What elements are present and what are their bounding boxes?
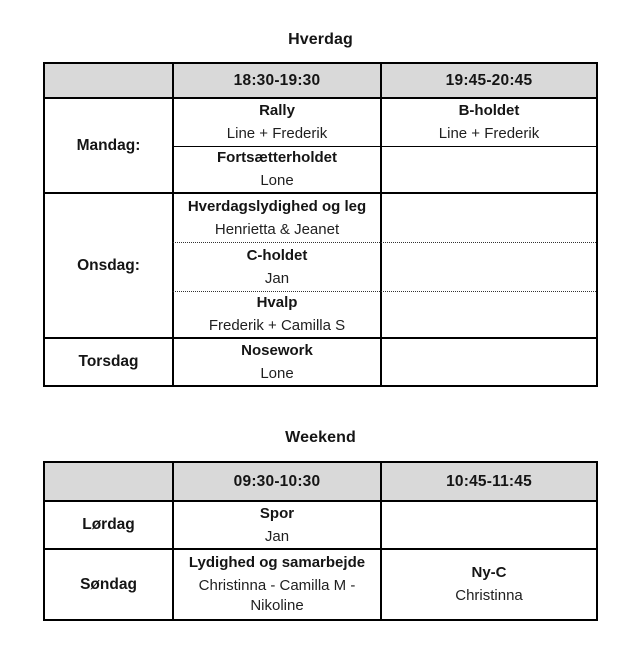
- empty-cell: [380, 243, 596, 292]
- session-cell-sondag-1045: [380, 550, 596, 619]
- weekend-header-time-2: 10:45-11:45: [380, 463, 596, 502]
- day-label-sondag: Søndag: [80, 575, 137, 593]
- instructor-name: Frederik + Camilla S: [208, 317, 346, 334]
- class-name: Lydighed og samarbejde: [188, 554, 366, 571]
- empty-cell: [380, 194, 596, 243]
- instructor-name: Jan: [264, 269, 290, 287]
- session-cell-mandag-1830-1: [172, 99, 380, 147]
- session-cell-sondag-0930: [172, 550, 380, 619]
- class-name: Ny-C: [471, 564, 507, 581]
- session-cell-mandag-1830-2: [172, 147, 380, 194]
- instructor-name: Lone: [260, 364, 294, 382]
- session-cell-lordag: [172, 502, 380, 550]
- session-cell-mandag-1945: [380, 99, 596, 147]
- class-name: Fortsætterholdet: [217, 149, 337, 166]
- class-name: B-holdet: [458, 102, 520, 119]
- session-cell-torsdag: [172, 339, 380, 385]
- weekday-table: [43, 62, 598, 387]
- empty-cell: [380, 292, 596, 339]
- instructor-name: Henrietta & Jeanet: [214, 220, 340, 238]
- weekend-header-time-1: 09:30-10:30: [172, 463, 380, 502]
- weekend-header-corner: [45, 463, 172, 502]
- class-name: C-holdet: [246, 246, 308, 264]
- empty-cell: [380, 339, 596, 385]
- session-cell-onsdag-3: [172, 292, 380, 339]
- instructor-name: Christinna: [455, 587, 523, 604]
- instructor-name: Lone: [260, 172, 294, 189]
- empty-cell: [380, 147, 596, 194]
- weekend-title: Weekend: [285, 429, 356, 446]
- weekday-header-corner: [45, 64, 172, 99]
- instructor-name: Line + Frederik: [438, 125, 540, 142]
- weekend-table: [43, 461, 598, 621]
- day-label-torsdag: Torsdag: [78, 353, 139, 370]
- day-label-lordag: Lørdag: [45, 502, 172, 550]
- class-name: Nosework: [241, 341, 313, 359]
- day-label-mandag: Mandag:: [45, 99, 172, 194]
- class-name: Rally: [259, 102, 295, 119]
- session-cell-onsdag-2: [172, 243, 380, 292]
- class-name: Spor: [259, 504, 295, 522]
- instructor-name: Jan: [264, 527, 290, 545]
- empty-cell: [380, 502, 596, 550]
- class-name: Hverdagslydighed og leg: [187, 197, 367, 215]
- session-cell-onsdag-1: [172, 194, 380, 243]
- weekday-title: Hverdag: [288, 31, 353, 48]
- day-label-onsdag: Onsdag:: [45, 194, 172, 339]
- weekday-header-time-1: 18:30-19:30: [172, 64, 380, 99]
- weekday-header-time-2: 19:45-20:45: [380, 64, 596, 99]
- class-name: Hvalp: [256, 294, 298, 311]
- instructor-name: Christinna - Camilla M - Nikoline: [198, 577, 356, 614]
- instructor-name: Line + Frederik: [226, 125, 328, 142]
